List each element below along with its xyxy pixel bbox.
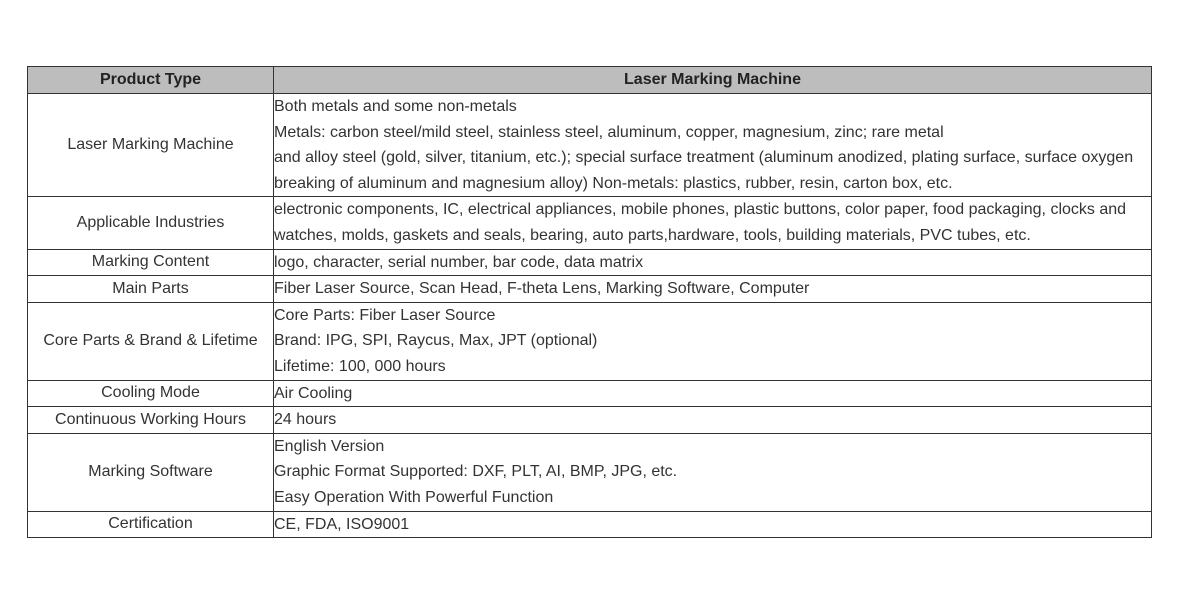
- table-body: [28, 94, 1152, 538]
- value-line: Graphic Format Supported: DXF, PLT, AI, BMP, JPG, etc.: [274, 463, 678, 481]
- value-line: watches, molds, gaskets and seals, bearing, auto parts,hardware, tools, building materials, PVC tubes, etc.: [274, 226, 1031, 244]
- row-value: [274, 302, 1152, 380]
- value-line: logo, character, serial number, bar code, data matrix: [274, 253, 644, 271]
- value-line: Lifetime: 100, 000 hours: [274, 357, 446, 375]
- value-line: Metals: carbon steel/mild steel, stainless steel, aluminum, copper, magnesium, zinc; rare metal: [274, 123, 944, 141]
- table-row: [28, 302, 1152, 380]
- row-label: Core Parts & Brand & Lifetime: [28, 302, 274, 380]
- row-value: [274, 94, 1152, 197]
- row-label: Marking Software: [28, 433, 274, 511]
- row-value: [274, 380, 1152, 407]
- row-value: [274, 197, 1152, 249]
- row-value: [274, 433, 1152, 511]
- table-row: [28, 197, 1152, 249]
- table-row: [28, 94, 1152, 197]
- value-line: CE, FDA, ISO9001: [274, 515, 410, 533]
- value-line: Core Parts: Fiber Laser Source: [274, 306, 496, 324]
- row-label: Applicable Industries: [28, 197, 274, 249]
- table-row: [28, 511, 1152, 538]
- row-label: Main Parts: [28, 276, 274, 303]
- header-laser-marking-machine: Laser Marking Machine: [274, 67, 1152, 94]
- row-label: Laser Marking Machine: [28, 94, 274, 197]
- row-value: [274, 276, 1152, 303]
- table-row: [28, 407, 1152, 434]
- table-row: [28, 276, 1152, 303]
- row-value: [274, 511, 1152, 538]
- row-value: [274, 407, 1152, 434]
- table-header-row: [28, 67, 1152, 94]
- spec-table: [27, 66, 1152, 538]
- value-line: Fiber Laser Source, Scan Head, F-theta Lens, Marking Software, Computer: [274, 280, 810, 298]
- table-row: [28, 380, 1152, 407]
- table-row: [28, 433, 1152, 511]
- row-label: Marking Content: [28, 249, 274, 276]
- row-label: Certification: [28, 511, 274, 538]
- value-line: Brand: IPG, SPI, Raycus, Max, JPT (optional): [274, 332, 598, 350]
- value-line: electronic components, IC, electrical appliances, mobile phones, plastic buttons, color paper, food packaging, clocks and: [274, 201, 1127, 219]
- row-label: Continuous Working Hours: [28, 407, 274, 434]
- value-line: 24 hours: [274, 411, 337, 429]
- value-line: Air Cooling: [274, 384, 353, 402]
- value-line: and alloy steel (gold, silver, titanium, etc.); special surface treatment (aluminum anodized, plating surface, surface oxygen: [274, 149, 1134, 167]
- header-product-type: Product Type: [28, 67, 274, 94]
- value-line: Easy Operation With Powerful Function: [274, 488, 554, 506]
- row-value: [274, 249, 1152, 276]
- table-row: [28, 249, 1152, 276]
- row-label: Cooling Mode: [28, 380, 274, 407]
- value-line: breaking of aluminum and magnesium alloy) Non-metals: plastics, rubber, resin, carton box, etc.: [274, 174, 953, 192]
- value-line: Both metals and some non-metals: [274, 98, 517, 115]
- value-line: English Version: [274, 437, 385, 455]
